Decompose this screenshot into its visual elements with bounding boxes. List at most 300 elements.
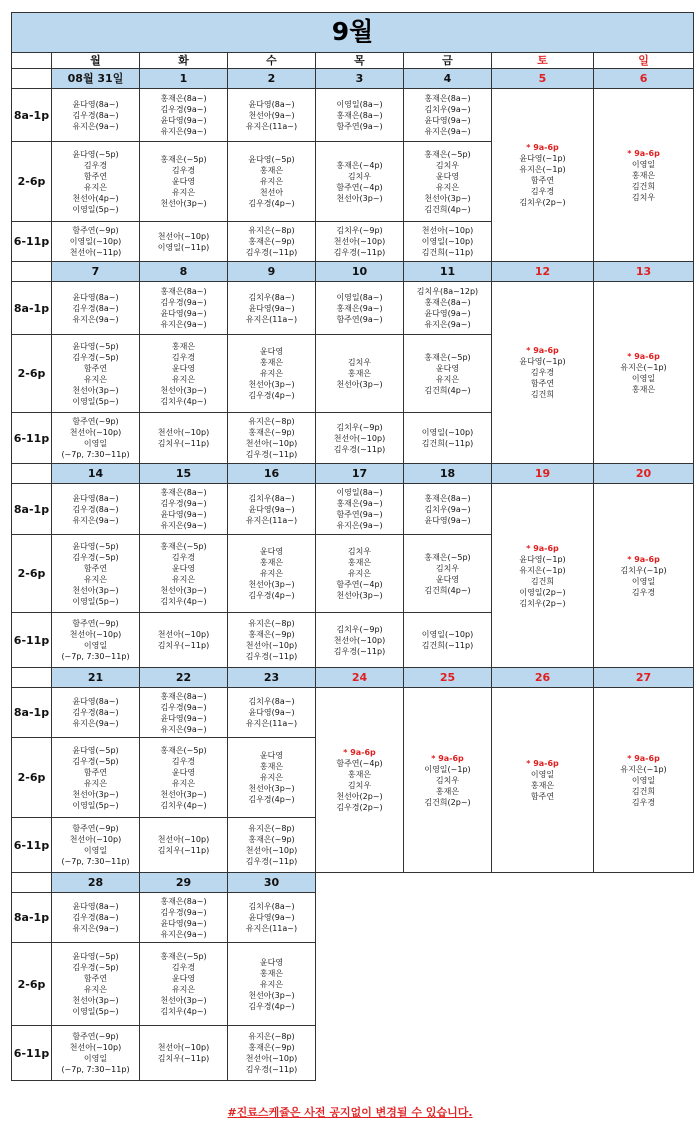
schedule-cell [52, 738, 140, 818]
schedule-entry: 김치우(~11p) [157, 1054, 210, 1064]
schedule-entry: 김우경(9a~) [160, 702, 207, 712]
slot-row [12, 943, 694, 1026]
weekend-hours-label: * 9a-6p [343, 748, 376, 758]
empty-cell [492, 873, 594, 893]
schedule-entry: 천선아(3p~) [160, 199, 207, 209]
schedule-entry: 윤다영 [259, 347, 284, 357]
schedule-cell [140, 1026, 228, 1081]
weekday-tue: 화 [140, 53, 228, 69]
schedule-entry: 이영일(5p~) [72, 396, 119, 406]
schedule-entry: 윤다영 [435, 171, 460, 181]
schedule-cell [140, 738, 228, 818]
weekday-wed: 수 [228, 53, 316, 69]
schedule-entry: (~7p, 7:30~11p) [61, 1065, 130, 1075]
schedule-entry: 천선아(~10p) [245, 641, 298, 651]
schedule-entry: 김우경(9a~) [160, 499, 207, 509]
weekday-sat: 토 [492, 53, 594, 69]
date-cell: 29 [140, 873, 228, 893]
schedule-entry: 윤다영(9a~) [248, 303, 295, 313]
date-row [12, 262, 694, 282]
schedule-entry: 유지은(9a~) [424, 127, 471, 137]
schedule-entry: 천선아(~10p) [157, 1043, 210, 1053]
schedule-entry: 천선아(3p~) [72, 996, 119, 1006]
schedule-entry: 이영일 [83, 1054, 108, 1064]
schedule-entry: 홍재은(~9p) [248, 237, 295, 247]
schedule-entry: 김치우(2p~) [519, 598, 566, 608]
schedule-entry: 김우경 [631, 587, 656, 597]
date-cell: 9 [228, 262, 316, 282]
schedule-entry: 유지은 [259, 773, 284, 783]
schedule-entry: 천선아(~10p) [333, 635, 386, 645]
schedule-entry: 유지은 [83, 985, 108, 995]
schedule-entry: 천선아(~10p) [333, 433, 386, 443]
schedule-entry: 천선아(~10p) [157, 630, 210, 640]
schedule-entry: 윤다영(9a~) [248, 913, 295, 923]
schedule-entry: 유지은(11a~) [245, 719, 298, 729]
schedule-entry: 홍재은(~9p) [248, 1043, 295, 1053]
schedule-entry: 김치우 [435, 160, 460, 170]
schedule-entry: 김건희(~11p) [421, 439, 474, 449]
schedule-entry: 김우경 [530, 187, 555, 197]
schedule-entry: 윤다영(8a~) [72, 697, 119, 707]
schedule-entry: 김우경(~11p) [245, 857, 298, 867]
schedule-cell [140, 222, 228, 262]
schedule-entry: 홍재은(9a~) [336, 499, 383, 509]
schedule-cell [404, 335, 492, 413]
schedule-entry: 김우경(8a~) [72, 303, 119, 313]
schedule-entry: 유지은 [435, 182, 460, 192]
slot-row [12, 282, 694, 335]
schedule-entry: 천선아(3p~) [248, 580, 295, 590]
schedule-entry: 유지은(~8p) [248, 417, 295, 427]
schedule-entry: 윤다영(~1p) [519, 357, 566, 367]
schedule-entry: 홍재은 [171, 341, 196, 351]
schedule-entry: 김치우(4p~) [160, 596, 207, 606]
schedule-entry: 윤다영(~5p) [72, 149, 119, 159]
schedule-entry: 김치우(4p~) [160, 396, 207, 406]
schedule-entry: 이영일(5p~) [72, 596, 119, 606]
schedule-entry: 유지은 [259, 369, 284, 379]
schedule-entry: 천선아(3p~) [336, 591, 383, 601]
schedule-entry: 천선아(4p~) [72, 193, 119, 203]
schedule-entry: 유지은 [171, 574, 196, 584]
date-cell: 13 [594, 262, 694, 282]
schedule-cell [228, 613, 316, 668]
schedule-entry: 김치우 [347, 547, 372, 557]
holiday-cell [594, 688, 694, 873]
weekend-hours-label: * 9a-6p [526, 346, 559, 356]
schedule-entry: 김우경(~11p) [333, 646, 386, 656]
schedule-entry: 함주연(~9p) [72, 417, 119, 427]
schedule-entry: 김치우 [435, 775, 460, 785]
schedule-entry: 이영일(8a~) [336, 99, 383, 109]
schedule-entry: 홍재은 [347, 770, 372, 780]
schedule-entry: 윤다영(8a~) [72, 99, 119, 109]
holiday-cell [492, 688, 594, 873]
sunday-cell [594, 484, 694, 668]
empty-cell [316, 943, 404, 1026]
schedule-entry: 이영일 [631, 159, 656, 169]
schedule-entry: 윤다영 [171, 974, 196, 984]
schedule-entry: 천선아(~10p) [157, 428, 210, 438]
schedule-entry: 윤다영 [259, 547, 284, 557]
schedule-cell [316, 335, 404, 413]
schedule-entry: 김우경(4p~) [248, 795, 295, 805]
schedule-cell [52, 943, 140, 1026]
schedule-entry: 이영일 [530, 770, 555, 780]
schedule-entry: 김건희 [631, 181, 656, 191]
schedule-entry: 김우경(4p~) [248, 1001, 295, 1011]
schedule-entry: 김우경 [171, 552, 196, 562]
date-cell: 24 [316, 668, 404, 688]
schedule-entry: 이영일 [631, 775, 656, 785]
schedule-entry: 윤다영(8a~) [248, 99, 295, 109]
schedule-entry: 천선아(~10p) [333, 237, 386, 247]
schedule-entry: 함주연(~9p) [72, 226, 119, 236]
empty-cell [316, 873, 404, 893]
weekend-hours-label: * 9a-6p [526, 543, 559, 553]
weekday-mon: 월 [52, 53, 140, 69]
schedule-entry: 함주연(9a~) [336, 314, 383, 324]
schedule-entry: 김치우 [347, 781, 372, 791]
schedule-cell [52, 222, 140, 262]
schedule-entry: 홍재은(~9p) [248, 428, 295, 438]
schedule-entry: 천선아(2p~) [336, 792, 383, 802]
schedule-cell [316, 613, 404, 668]
schedule-entry: 김건희 [530, 576, 555, 586]
schedule-entry: 김우경(8a~) [72, 504, 119, 514]
schedule-entry: 홍재은(~5p) [424, 352, 471, 362]
schedule-entry: 윤다영 [259, 751, 284, 761]
schedule-entry: 김우경(4p~) [248, 391, 295, 401]
schedule-cell [52, 282, 140, 335]
schedule-entry: 함주연 [83, 171, 108, 181]
time-slot-label: 2-6p [12, 738, 52, 818]
schedule-entry: 김치우 [435, 563, 460, 573]
date-cell: 4 [404, 69, 492, 89]
schedule-entry: 김우경(~5p) [72, 963, 119, 973]
schedule-cell [52, 484, 140, 535]
schedule-entry: 홍재은(8a~) [424, 298, 471, 308]
schedule-entry: 김우경(~5p) [72, 756, 119, 766]
schedule-entry: 이영일(5p~) [72, 800, 119, 810]
schedule-entry: 홍재은 [259, 358, 284, 368]
weekend-hours-label: * 9a-6p [431, 753, 464, 763]
date-cell: 7 [52, 262, 140, 282]
weekend-hours-label: * 9a-6p [526, 143, 559, 153]
schedule-cell [52, 613, 140, 668]
schedule-entry: 윤다영 [171, 363, 196, 373]
schedule-entry: 함주연(9a~) [336, 121, 383, 131]
schedule-entry: 홍재은(~5p) [160, 952, 207, 962]
schedule-cell [404, 222, 492, 262]
schedule-cell [228, 413, 316, 464]
schedule-entry: 이영일 [631, 373, 656, 383]
schedule-cell [316, 413, 404, 464]
schedule-entry: 윤다영(9a~) [160, 713, 207, 723]
schedule-entry: 김우경(4p~) [248, 199, 295, 209]
date-cell: 8 [140, 262, 228, 282]
schedule-entry: 천선아(~11p) [69, 248, 122, 258]
schedule-entry: 유지은(9a~) [160, 929, 207, 939]
slot-row [12, 484, 694, 535]
schedule-entry: 유지은 [171, 985, 196, 995]
weekend-hours-label: * 9a-6p [627, 554, 660, 564]
schedule-entry: 김우경(9a~) [160, 105, 207, 115]
schedule-entry: 함주연 [83, 563, 108, 573]
schedule-entry: 유지은(9a~) [72, 924, 119, 934]
empty-cell [492, 1026, 594, 1081]
date-cell: 6 [594, 69, 694, 89]
schedule-entry: 이영일(~1p) [424, 764, 471, 774]
schedule-cell [52, 413, 140, 464]
schedule-entry: 천선아(3p~) [160, 789, 207, 799]
schedule-entry: 유지은 [83, 778, 108, 788]
date-cell: 25 [404, 668, 492, 688]
schedule-entry: 함주연 [530, 379, 555, 389]
schedule-entry: 유지은 [259, 979, 284, 989]
date-cell: 10 [316, 262, 404, 282]
schedule-entry: 이영일(~10p) [69, 237, 122, 247]
schedule-entry: 김치우(8a~) [248, 292, 295, 302]
schedule-entry: (~7p, 7:30~11p) [61, 450, 130, 460]
schedule-cell [140, 484, 228, 535]
schedule-cell [140, 893, 228, 943]
schedule-entry: 김치우(8a~) [248, 697, 295, 707]
schedule-entry: 홍재은 [435, 786, 460, 796]
schedule-entry: 김우경 [171, 756, 196, 766]
schedule-entry: 윤다영 [171, 767, 196, 777]
schedule-cell [404, 89, 492, 142]
schedule-entry: 윤다영 [435, 574, 460, 584]
schedule-entry: 김우경(~11p) [245, 1065, 298, 1075]
schedule-entry: 이영일(5p~) [72, 204, 119, 214]
schedule-entry: 천선아(~10p) [421, 226, 474, 236]
schedule-cell [316, 142, 404, 222]
schedule-entry: 윤다영(9a~) [424, 309, 471, 319]
schedule-entry: 유지은 [259, 569, 284, 579]
schedule-cell [228, 222, 316, 262]
schedule-cell [228, 738, 316, 818]
weekend-hours-label: * 9a-6p [627, 351, 660, 361]
schedule-entry: 유지은(11a~) [245, 924, 298, 934]
schedule-entry: 천선아(~10p) [69, 428, 122, 438]
schedule-entry: 홍재은(8a~) [336, 110, 383, 120]
schedule-entry: 윤다영(9a~) [160, 116, 207, 126]
schedule-entry: 김치우(8a~) [248, 493, 295, 503]
schedule-entry: 함주연(~9p) [72, 824, 119, 834]
schedule-entry: 김치우 [631, 192, 656, 202]
schedule-entry: 윤다영(9a~) [248, 504, 295, 514]
saturday-cell [492, 484, 594, 668]
schedule-entry: 김치우(~11p) [157, 439, 210, 449]
schedule-entry: 홍재은(8a~) [160, 488, 207, 498]
schedule-entry: 홍재은 [631, 170, 656, 180]
schedule-entry: 홍재은(8a~) [160, 94, 207, 104]
schedule-cell [52, 688, 140, 738]
schedule-entry: 함주연(~4p) [336, 759, 383, 769]
schedule-cell [52, 818, 140, 873]
date-row [12, 69, 694, 89]
time-slot-label: 6-11p [12, 222, 52, 262]
schedule-entry: 천선아(~10p) [69, 630, 122, 640]
date-row-corner [12, 668, 52, 688]
schedule-entry: 김치우(9a~) [424, 105, 471, 115]
schedule-entry: 함주연 [530, 176, 555, 186]
empty-cell [404, 893, 492, 943]
schedule-entry: 홍재은 [347, 558, 372, 568]
schedule-cell [316, 535, 404, 613]
schedule-calendar [11, 12, 694, 1081]
time-slot-label: 6-11p [12, 1026, 52, 1081]
schedule-entry: 유지은(9a~) [160, 521, 207, 531]
empty-cell [316, 893, 404, 943]
schedule-entry: 유지은(~1p) [519, 165, 566, 175]
schedule-entry: 이영일(8a~) [336, 488, 383, 498]
schedule-entry: 유지은(~8p) [248, 619, 295, 629]
date-cell: 20 [594, 464, 694, 484]
schedule-entry: 김치우 [347, 358, 372, 368]
schedule-entry: 유지은 [83, 574, 108, 584]
schedule-cell [228, 818, 316, 873]
date-row-corner [12, 69, 52, 89]
schedule-cell [228, 893, 316, 943]
schedule-entry: 윤다영(~5p) [72, 541, 119, 551]
time-slot-label: 8a-1p [12, 893, 52, 943]
schedule-entry: 김치우(9a~) [424, 504, 471, 514]
schedule-entry: 김우경(~5p) [72, 352, 119, 362]
schedule-entry: 유지은 [347, 569, 372, 579]
date-row [12, 873, 694, 893]
schedule-entry: 홍재은 [347, 369, 372, 379]
schedule-entry: 유지은(9a~) [72, 121, 119, 131]
page-title: 9월 [12, 13, 694, 53]
schedule-entry: 홍재은(~5p) [424, 552, 471, 562]
schedule-entry: 김우경(9a~) [160, 298, 207, 308]
schedule-cell [140, 613, 228, 668]
date-cell: 14 [52, 464, 140, 484]
schedule-entry: 김건희(~11p) [421, 641, 474, 651]
schedule-entry: 김우경(2p~) [336, 803, 383, 813]
schedule-entry: 유지은(~8p) [248, 824, 295, 834]
schedule-entry: 함주연(~4p) [336, 182, 383, 192]
schedule-cell [52, 142, 140, 222]
schedule-cell [316, 282, 404, 335]
date-cell: 19 [492, 464, 594, 484]
schedule-entry: 김건희(~11p) [421, 248, 474, 258]
schedule-entry: 유지은(9a~) [160, 724, 207, 734]
date-cell: 5 [492, 69, 594, 89]
schedule-entry: 천선아(~10p) [69, 835, 122, 845]
schedule-entry: 김우경(8a~) [72, 110, 119, 120]
schedule-entry: 유지은(9a~) [160, 320, 207, 330]
schedule-entry: 김치우(~9p) [336, 422, 383, 432]
schedule-entry: 유지은 [83, 374, 108, 384]
schedule-entry: 김우경(4p~) [248, 591, 295, 601]
schedule-entry: 홍재은(8a~) [160, 896, 207, 906]
schedule-entry: 윤다영(~5p) [248, 155, 295, 165]
schedule-entry: 천선아(3p~) [336, 193, 383, 203]
schedule-entry: 윤다영(~1p) [519, 554, 566, 564]
date-cell: 23 [228, 668, 316, 688]
schedule-entry: 윤다영(9a~) [160, 918, 207, 928]
schedule-cell [316, 484, 404, 535]
schedule-entry: 이영일(~10p) [421, 237, 474, 247]
schedule-entry: 김치우(~1p) [620, 565, 667, 575]
time-slot-label: 6-11p [12, 818, 52, 873]
schedule-cell [52, 1026, 140, 1081]
time-slot-label: 2-6p [12, 142, 52, 222]
schedule-entry: 김치우(~11p) [157, 641, 210, 651]
time-slot-label: 6-11p [12, 413, 52, 464]
empty-cell [594, 943, 694, 1026]
date-cell: 17 [316, 464, 404, 484]
schedule-entry: 김치우(~9p) [336, 624, 383, 634]
time-slot-label: 8a-1p [12, 484, 52, 535]
schedule-entry: 윤다영(~5p) [72, 952, 119, 962]
schedule-entry: 함주연 [83, 974, 108, 984]
schedule-entry: 홍재은(~5p) [424, 149, 471, 159]
empty-cell [316, 1026, 404, 1081]
schedule-entry: 홍재은 [530, 781, 555, 791]
schedule-entry: 김우경 [83, 160, 108, 170]
schedule-entry: 윤다영(9a~) [160, 510, 207, 520]
date-cell: 30 [228, 873, 316, 893]
date-cell: 11 [404, 262, 492, 282]
schedule-entry: 김우경 [631, 797, 656, 807]
schedule-entry: 윤다영(9a~) [248, 708, 295, 718]
schedule-entry: 김우경(8a~) [72, 708, 119, 718]
date-cell: 3 [316, 69, 404, 89]
schedule-entry: 김치우(8a~) [248, 902, 295, 912]
schedule-entry: 천선아(3p~) [160, 385, 207, 395]
schedule-cell [228, 535, 316, 613]
schedule-cell [404, 282, 492, 335]
schedule-cell [52, 335, 140, 413]
schedule-entry: 김우경 [171, 352, 196, 362]
schedule-cell [404, 484, 492, 535]
schedule-entry: 천선아(9a~) [248, 110, 295, 120]
schedule-entry: 김우경 [530, 368, 555, 378]
schedule-entry: 이영일(2p~) [519, 587, 566, 597]
schedule-entry: 천선아 [259, 188, 284, 198]
schedule-entry: 이영일(~10p) [421, 630, 474, 640]
schedule-entry: 천선아(3p~) [336, 380, 383, 390]
schedule-entry: 천선아(3p~) [72, 789, 119, 799]
schedule-entry: 유지은(11a~) [245, 314, 298, 324]
schedule-cell [228, 688, 316, 738]
schedule-entry: 천선아(~10p) [245, 439, 298, 449]
schedule-cell [228, 1026, 316, 1081]
schedule-entry: 홍재은 [259, 558, 284, 568]
schedule-entry: 김치우(~11p) [157, 846, 210, 856]
schedule-cell [140, 282, 228, 335]
schedule-entry: 천선아(3p~) [160, 585, 207, 595]
schedule-entry: 홍재은(9a~) [336, 303, 383, 313]
empty-cell [404, 1026, 492, 1081]
weekend-hours-label: * 9a-6p [627, 148, 660, 158]
schedule-entry: (~7p, 7:30~11p) [61, 652, 130, 662]
schedule-entry: 유지은(~8p) [248, 226, 295, 236]
schedule-cell [140, 142, 228, 222]
date-cell: 18 [404, 464, 492, 484]
date-row-corner [12, 464, 52, 484]
schedule-cell [52, 89, 140, 142]
schedule-entry: 홍재은(~5p) [160, 745, 207, 755]
weekend-hours-label: * 9a-6p [526, 759, 559, 769]
schedule-entry: 윤다영(~5p) [72, 341, 119, 351]
schedule-entry: 홍재은(~4p) [336, 160, 383, 170]
